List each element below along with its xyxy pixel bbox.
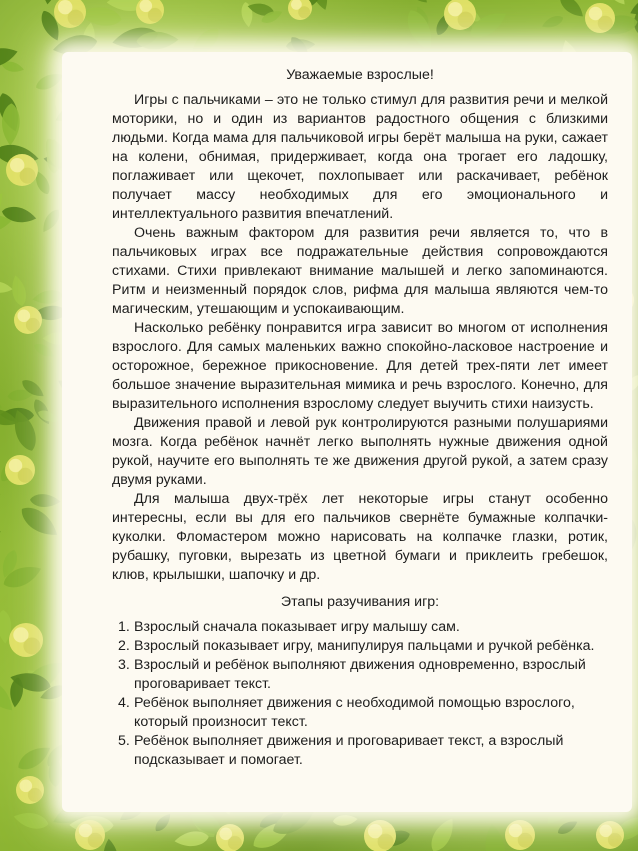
leaf: [0, 280, 13, 294]
step-text: Ребёнок выполняет движения с необходимой помощью взрослого, который произносит текст.: [134, 695, 575, 730]
leaf: [482, 823, 507, 851]
step-number: 2.: [118, 638, 130, 654]
step-text: Ребёнок выполняет движения и проговаривает текст, а взрослый подсказывает и помогает.: [134, 733, 564, 768]
leaf: [333, 814, 359, 827]
apple: [9, 623, 43, 657]
document-content: [112, 66, 608, 770]
leaf: [426, 814, 459, 851]
list-item: [118, 694, 608, 732]
paragraph: Игры с пальчиками – это не только стимул для развития речи и мелкой моторики, но и один из вариантов радостного общения с близкими людьми. Когда мама для пальчиковой игры берёт малыша на руки, сажает на колени, обнимая, придерживает, когда она трогает его ладошку, поглаживает или щекочет, похлопывает или раскачивает, ребёнок получает массу необходимых для его эмоционального и интеллектуального развития впечатлений.: [112, 92, 608, 222]
leaf: [39, 207, 63, 235]
apple: [505, 820, 535, 850]
leaf: [9, 274, 29, 307]
apple: [14, 306, 42, 334]
apple: [5, 455, 35, 485]
apple: [288, 0, 312, 20]
paragraph: Очень важным фактором для развития речи является то, что в пальчиковых играх все подражательные действия сопровождаются стихами. Стихи привлекают внимание малышей и легко запоминаются. Ритм и неизменный порядок слов, рифма для малыша являются чем-то магическим, утешающим и успокаивающим.: [112, 225, 608, 317]
paragraph: Для малыша двух-трёх лет некоторые игры станут особенно интересны, если вы для его пальчиков свернёте бумажные колпачки-куколки. Фломастером можно нарисовать на колпачке глазки, ротик, рубашку, пуговки, вырезать из цветной бумаги и приклеить гребешок, клюв, крылышки, шапочку и др.: [112, 491, 608, 583]
steps-list: [112, 618, 608, 770]
apple: [136, 0, 164, 24]
step-text: Взрослый и ребёнок выполняют движения одновременно, взрослый проговаривает текст.: [134, 657, 586, 692]
apple: [596, 821, 624, 849]
leaf: [556, 818, 580, 837]
step-number: 4.: [118, 695, 130, 711]
apple: [75, 820, 105, 850]
apple: [364, 820, 396, 851]
leaf: [17, 502, 63, 543]
leaf: [32, 289, 65, 306]
apple: [6, 154, 38, 186]
paragraph: Движения правой и левой рук контролируются разными полушариями мозга. Когда ребёнок начнёт легко выполнять нужные движения одной рукой, научите его выполнять те же движения другой рукой, а затем сразу двумя руками.: [112, 415, 608, 488]
step-number: 1.: [118, 619, 130, 635]
leaf: [32, 341, 56, 360]
leaf: [0, 527, 3, 549]
leaf: [12, 809, 50, 831]
leaf: [30, 493, 61, 508]
apple: [585, 3, 615, 33]
leaf: [0, 489, 1, 500]
list-item: [118, 656, 608, 694]
step-text: Взрослый сначала показывает игру малышу сам.: [134, 619, 460, 635]
list-item: [118, 732, 608, 770]
step-text: Взрослый показывает игру, манипулируя пальцами и ручкой ребёнка.: [134, 638, 595, 654]
paragraph: Насколько ребёнку понравится игра зависит во многом от исполнения взрослого. Для самых маленьких важно спокойно-ласковое настроение и осторожное, бережное прикосновение. Для детей трех-пяти лет имеет большое значение выразительная мимика и речь взрослого. Конечно, для выразительного исполнения взрослому следует выучить стихи наизусть.: [112, 320, 608, 412]
leaf: [152, 811, 173, 834]
step-number: 5.: [118, 733, 130, 749]
apple: [216, 824, 244, 851]
leaf: [540, 13, 565, 31]
apple: [16, 776, 44, 804]
steps-title: Этапы разучивания игр:: [280, 594, 440, 610]
page-title: Уважаемые взрослые!: [286, 67, 434, 83]
leaf: [403, 0, 431, 7]
apple: [54, 0, 86, 28]
list-item: [118, 637, 608, 656]
list-item: [118, 618, 608, 637]
leaf: [102, 838, 120, 851]
step-number: 3.: [118, 657, 130, 673]
